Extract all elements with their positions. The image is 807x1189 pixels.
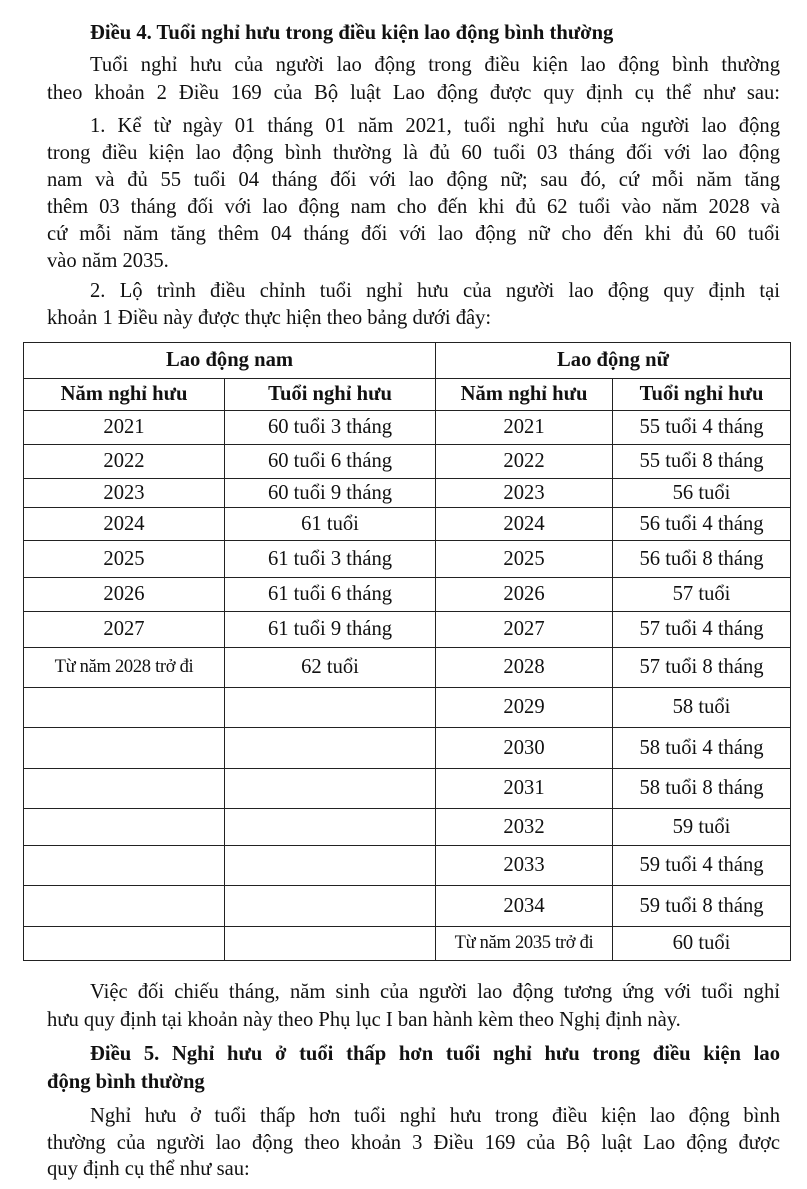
- female-age-cell: 59 tuổi 4 tháng: [613, 846, 791, 886]
- male-year-cell: [24, 846, 225, 886]
- table-row: [24, 846, 791, 886]
- male-year-cell: [24, 886, 225, 927]
- female-age-cell: 58 tuổi 4 tháng: [613, 728, 791, 769]
- male-age-cell: [225, 728, 436, 769]
- male-year-cell: 2027: [24, 612, 225, 648]
- column-header-year-female: Năm nghỉ hưu: [436, 379, 613, 411]
- male-age-cell: 60 tuổi 6 tháng: [225, 445, 436, 479]
- female-age-cell: 56 tuổi 8 tháng: [613, 541, 791, 578]
- article-5-title: Điều 5. Nghỉ hưu ở tuổi thấp hơn tuổi nghỉ hưu trong điều kiện lao: [90, 1043, 780, 1065]
- table-row: [24, 927, 791, 961]
- table-row: [24, 411, 791, 445]
- male-age-cell: 60 tuổi 3 tháng: [225, 411, 436, 445]
- paragraph-line: cứ mỗi năm tăng thêm 04 tháng đối với lao động nữ cho đến khi đủ 60 tuổi: [47, 223, 780, 245]
- male-year-cell: 2026: [24, 578, 225, 612]
- female-age-cell: 58 tuổi 8 tháng: [613, 769, 791, 809]
- male-year-cell: 2025: [24, 541, 225, 578]
- table-row: [24, 728, 791, 769]
- group-header-female: Lao động nữ: [436, 343, 791, 379]
- paragraph-line: hưu quy định tại khoản này theo Phụ lục I ban hành kèm theo Nghị định này.: [47, 1009, 681, 1031]
- female-year-cell: 2026: [436, 578, 613, 612]
- table-row: [24, 612, 791, 648]
- paragraph-line: vào năm 2035.: [47, 250, 169, 272]
- table-row: [24, 508, 791, 541]
- male-age-cell: 61 tuổi 6 tháng: [225, 578, 436, 612]
- male-age-cell: 61 tuổi: [225, 508, 436, 541]
- male-age-cell: 61 tuổi 9 tháng: [225, 612, 436, 648]
- table-row: [24, 886, 791, 927]
- female-year-cell: 2032: [436, 809, 613, 846]
- table-row: [24, 688, 791, 728]
- female-year-cell: 2021: [436, 411, 613, 445]
- column-header-age-male: Tuổi nghỉ hưu: [225, 379, 436, 411]
- female-year-cell: 2030: [436, 728, 613, 769]
- female-age-cell: 60 tuổi: [613, 927, 791, 961]
- female-age-cell: 58 tuổi: [613, 688, 791, 728]
- female-year-cell: 2028: [436, 648, 613, 688]
- male-year-cell: 2022: [24, 445, 225, 479]
- male-year-cell: 2021: [24, 411, 225, 445]
- paragraph-line: trong điều kiện lao động bình thường là đủ 60 tuổi 03 tháng đối với lao động: [47, 142, 780, 164]
- male-age-cell: [225, 769, 436, 809]
- table-row: [24, 578, 791, 612]
- paragraph-line: khoản 1 Điều này được thực hiện theo bảng dưới đây:: [47, 307, 492, 329]
- female-year-cell: 2023: [436, 479, 613, 508]
- paragraph-line: quy định cụ thể như sau:: [47, 1158, 250, 1180]
- paragraph-line: 1. Kể từ ngày 01 tháng 01 năm 2021, tuổi nghỉ hưu của người lao động: [90, 115, 780, 137]
- paragraph-line: thường của người lao động theo khoản 3 Điều 169 của Bộ luật Lao động được: [47, 1132, 780, 1154]
- female-year-cell: 2034: [436, 886, 613, 927]
- female-age-cell: 57 tuổi 4 tháng: [613, 612, 791, 648]
- male-year-cell: Từ năm 2028 trở đi: [24, 648, 225, 688]
- table-row: [24, 809, 791, 846]
- article-4-title: Điều 4. Tuổi nghỉ hưu trong điều kiện lao động bình thường: [90, 22, 614, 44]
- male-year-cell: [24, 728, 225, 769]
- table-row: [24, 648, 791, 688]
- column-header-year-male: Năm nghỉ hưu: [24, 379, 225, 411]
- female-age-cell: 57 tuổi: [613, 578, 791, 612]
- table-row: [24, 445, 791, 479]
- retirement-age-table: [23, 342, 791, 961]
- paragraph-line: Tuổi nghỉ hưu của người lao động trong điều kiện lao động bình thường: [90, 54, 780, 76]
- male-age-cell: [225, 886, 436, 927]
- article-5-title-cont: động bình thường: [47, 1071, 205, 1093]
- column-header-age-female: Tuổi nghỉ hưu: [613, 379, 791, 411]
- male-year-cell: 2023: [24, 479, 225, 508]
- male-age-cell: [225, 846, 436, 886]
- male-year-cell: [24, 809, 225, 846]
- female-age-cell: 55 tuổi 4 tháng: [613, 411, 791, 445]
- male-age-cell: 62 tuổi: [225, 648, 436, 688]
- paragraph-line: Việc đối chiếu tháng, năm sinh của người lao động tương ứng với tuổi nghỉ: [90, 981, 780, 1003]
- female-year-cell: 2033: [436, 846, 613, 886]
- paragraph-line: Nghỉ hưu ở tuổi thấp hơn tuổi nghỉ hưu trong điều kiện lao động bình: [90, 1105, 780, 1127]
- table-row: [24, 479, 791, 508]
- female-age-cell: 56 tuổi 4 tháng: [613, 508, 791, 541]
- paragraph-line: 2. Lộ trình điều chỉnh tuổi nghỉ hưu của người lao động quy định tại: [90, 280, 780, 302]
- female-year-cell: 2029: [436, 688, 613, 728]
- table-row: [24, 541, 791, 578]
- female-age-cell: 59 tuổi 8 tháng: [613, 886, 791, 927]
- table-row: [24, 769, 791, 809]
- group-header-male: Lao động nam: [24, 343, 436, 379]
- paragraph-line: theo khoản 2 Điều 169 của Bộ luật Lao động được quy định cụ thể như sau:: [47, 82, 780, 104]
- male-age-cell: [225, 927, 436, 961]
- female-age-cell: 57 tuổi 8 tháng: [613, 648, 791, 688]
- female-age-cell: 56 tuổi: [613, 479, 791, 508]
- female-age-cell: 59 tuổi: [613, 809, 791, 846]
- male-year-cell: 2024: [24, 508, 225, 541]
- male-age-cell: [225, 809, 436, 846]
- female-year-cell: 2024: [436, 508, 613, 541]
- male-age-cell: 61 tuổi 3 tháng: [225, 541, 436, 578]
- male-year-cell: [24, 769, 225, 809]
- female-year-cell: 2022: [436, 445, 613, 479]
- female-year-cell: 2027: [436, 612, 613, 648]
- female-age-cell: 55 tuổi 8 tháng: [613, 445, 791, 479]
- paragraph-line: nam và đủ 55 tuổi 04 tháng đối với lao động nữ; sau đó, cứ mỗi năm tăng: [47, 169, 780, 191]
- male-age-cell: 60 tuổi 9 tháng: [225, 479, 436, 508]
- female-year-cell: 2031: [436, 769, 613, 809]
- male-age-cell: [225, 688, 436, 728]
- male-year-cell: [24, 927, 225, 961]
- female-year-cell: Từ năm 2035 trở đi: [436, 927, 613, 961]
- paragraph-line: thêm 03 tháng đối với lao động nam cho đến khi đủ 62 tuổi vào năm 2028 và: [47, 196, 780, 218]
- female-year-cell: 2025: [436, 541, 613, 578]
- male-year-cell: [24, 688, 225, 728]
